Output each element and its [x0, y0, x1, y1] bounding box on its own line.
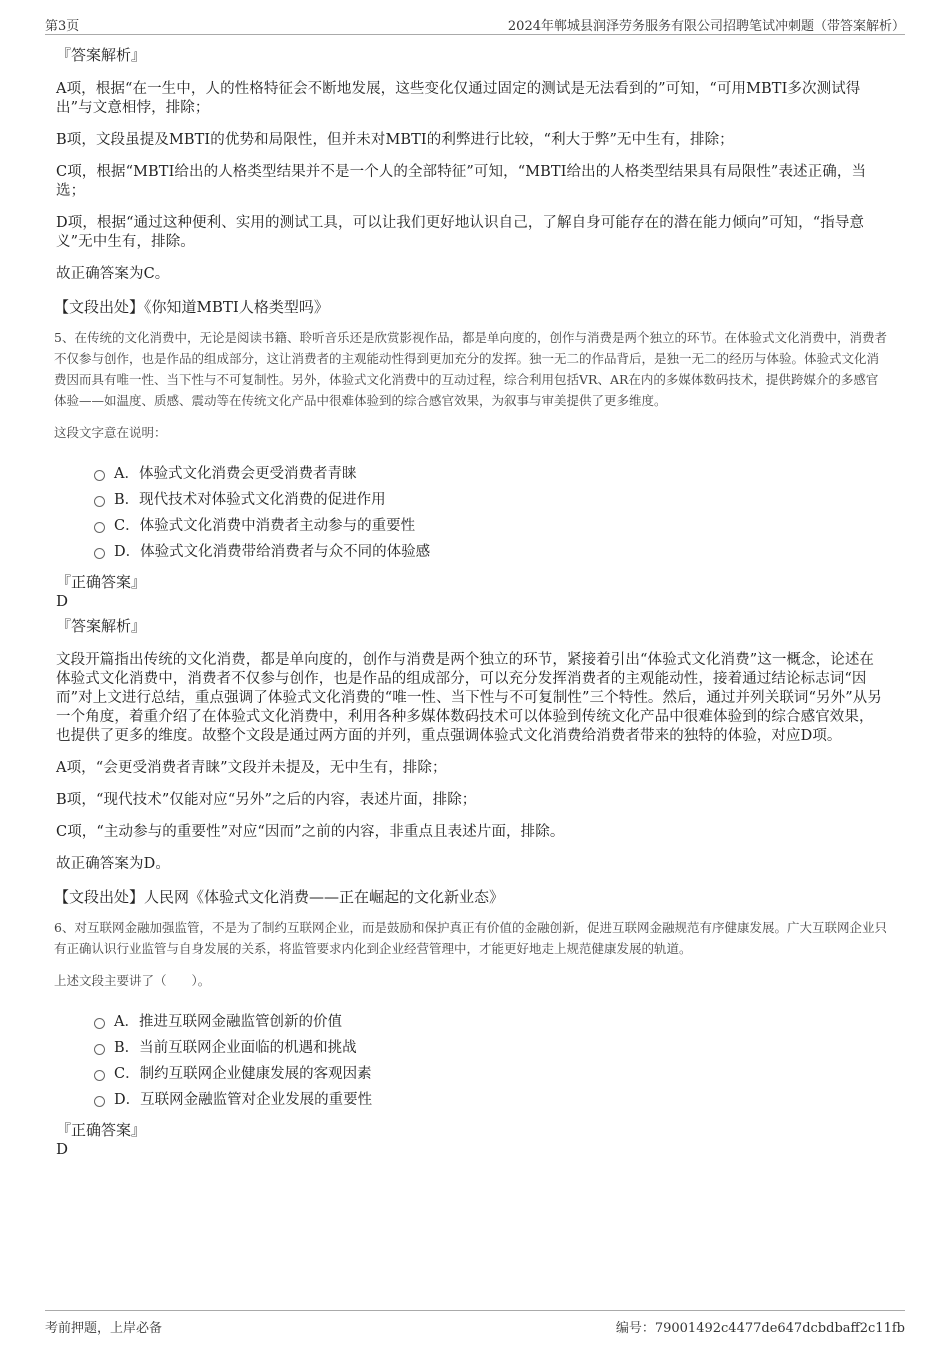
answer-value: D: [56, 1140, 69, 1158]
radio-icon[interactable]: [94, 1044, 105, 1055]
page-header: [45, 12, 905, 35]
footer-slogan: 考前押题，上岸必备: [45, 1321, 163, 1336]
radio-icon[interactable]: [94, 1070, 105, 1081]
radio-icon[interactable]: [94, 1018, 105, 1029]
source-citation: 【文段出处】《你知道MBTI人格类型吗》: [54, 298, 329, 316]
option-a[interactable]: [94, 461, 888, 487]
analysis-paragraph: B项，文段虽提及MBTI的优势和局限性，但并未对MBTI的利弊进行比较，“利大于弊”无中生有，排除；: [56, 132, 734, 148]
question-prompt: 这段文字意在说明：: [54, 425, 167, 440]
radio-icon[interactable]: [94, 548, 105, 559]
analysis-paragraph: C项，根据“MBTI给出的人格类型结果并不是一个人的全部特征”可知，“MBTI给出的人格类型结果具有局限性”表述正确，当选；: [56, 164, 867, 199]
analysis-heading: 『答案解析』: [56, 617, 147, 635]
answer-value: D: [56, 592, 69, 610]
option-label: A．体验式文化消费会更受消费者青睐: [114, 466, 357, 482]
option-label: C．制约互联网企业健康发展的客观因素: [114, 1066, 372, 1082]
answer-heading: 『正确答案』: [56, 573, 147, 591]
analysis-conclusion: 故正确答案为D。: [56, 856, 170, 872]
option-label: D．互联网金融监管对企业发展的重要性: [114, 1092, 373, 1108]
analysis-paragraph: C项，“主动参与的重要性”对应“因而”之前的内容，非重点且表述片面，排除。: [56, 824, 565, 840]
option-label: B．现代技术对体验式文化消费的促进作用: [114, 492, 386, 508]
answer-heading: 『正确答案』: [56, 1121, 147, 1139]
option-list: [94, 461, 888, 565]
document-title: 2024年郸城县润泽劳务服务有限公司招聘笔试冲刺题（带答案解析）: [507, 19, 905, 34]
analysis-heading: 『答案解析』: [56, 46, 147, 64]
radio-icon[interactable]: [94, 496, 105, 507]
option-a[interactable]: [94, 1009, 888, 1035]
option-d[interactable]: [94, 539, 888, 565]
question-prompt: 上述文段主要讲了（ ）。: [54, 973, 211, 988]
option-label: B．当前互联网企业面临的机遇和挑战: [114, 1040, 357, 1056]
main-content: [56, 44, 888, 1163]
question-text: 5、在传统的文化消费中，无论是阅读书籍、聆听音乐还是欣赏影视作品，都是单向度的，创作与消费是两个独立的环节。在体验式文化消费中，消费者不仅参与创作，也是作品的组成部分，这让消费者的主观能动性得到更加充分的发挥。独一无二的作品背后，是独一无二的经历与体验。体验式文化消费因而具有唯一性、当下性与不可复制性。另外，体验式文化消费中的互动过程，综合利用包括VR、AR在内的多媒体数码技术，提供跨媒介的多感官体验——如温度、质感、震动等在传统文化产品中很难体验到的综合感官效果，为叙事与审美提供了更多维度。: [54, 330, 887, 408]
analysis-paragraph: D项，根据“通过这种便利、实用的测试工具，可以让我们更好地认识自己，了解自身可能存在的潜在能力倾向”可知，“指导意义”无中生有，排除。: [56, 215, 865, 250]
option-b[interactable]: [94, 487, 888, 513]
radio-icon[interactable]: [94, 1096, 105, 1107]
radio-icon[interactable]: [94, 470, 105, 481]
analysis-paragraph: B项，“现代技术”仅能对应“另外”之后的内容，表述片面，排除；: [56, 792, 477, 808]
option-label: D．体验式文化消费带给消费者与众不同的体验感: [114, 544, 431, 560]
option-b[interactable]: [94, 1035, 888, 1061]
option-list: [94, 1009, 888, 1113]
option-d[interactable]: [94, 1087, 888, 1113]
option-label: A．推进互联网金融监管创新的价值: [114, 1014, 342, 1030]
document-code: 编号：79001492c4477de647dcbdbaff2c11fb: [615, 1321, 905, 1336]
analysis-paragraph: A项，“会更受消费者青睐”文段并未提及，无中生有，排除；: [56, 760, 447, 776]
analysis-paragraph: A项，根据“在一生中，人的性格特征会不断地发展，这些变化仅通过固定的测试是无法看到的”可知，“可用MBTI多次测试得出”与文意相悖，排除；: [56, 81, 861, 116]
page-footer: [45, 1310, 905, 1341]
analysis-conclusion: 故正确答案为C。: [56, 266, 170, 282]
analysis-paragraph: 文段开篇指出传统的文化消费，都是单向度的，创作与消费是两个独立的环节，紧接着引出“体验式文化消费”这一概念，论述在体验式文化消费中，消费者不仅参与创作，也是作品的组成部分，可以充分发挥消费者的主观能动性，接着通过结论标志词“因而”对上文进行总结，重点强调了体验式文化消费的“唯一性、当下性与不可复制性”三个特性。然后，通过并列关联词“另外”从另一个角度，着重介绍了在体验式文化消费中，利用各种多媒体数码技术可以体验到传统文化产品中很难体验到的综合感官效果，也提供了更多的维度。故整个文段是通过两方面的并列，重点强调体验式文化消费给消费者带来的独特的体验，对应D项。: [56, 652, 882, 744]
option-c[interactable]: [94, 1061, 888, 1087]
radio-icon[interactable]: [94, 522, 105, 533]
question-text: 6、对互联网金融加强监管，不是为了制约互联网企业，而是鼓励和保护真正有价值的金融创新，促进互联网金融规范有序健康发展。广大互联网企业只有正确认识行业监管与自身发展的关系，将监管要求内化到企业经营管理中，才能更好地走上规范健康发展的轨道。: [54, 920, 887, 956]
option-label: C．体验式文化消费中消费者主动参与的重要性: [114, 518, 416, 534]
source-citation: 【文段出处】人民网《体验式文化消费——正在崛起的文化新业态》: [54, 888, 505, 906]
option-c[interactable]: [94, 513, 888, 539]
page-number: 第3页: [45, 19, 80, 34]
